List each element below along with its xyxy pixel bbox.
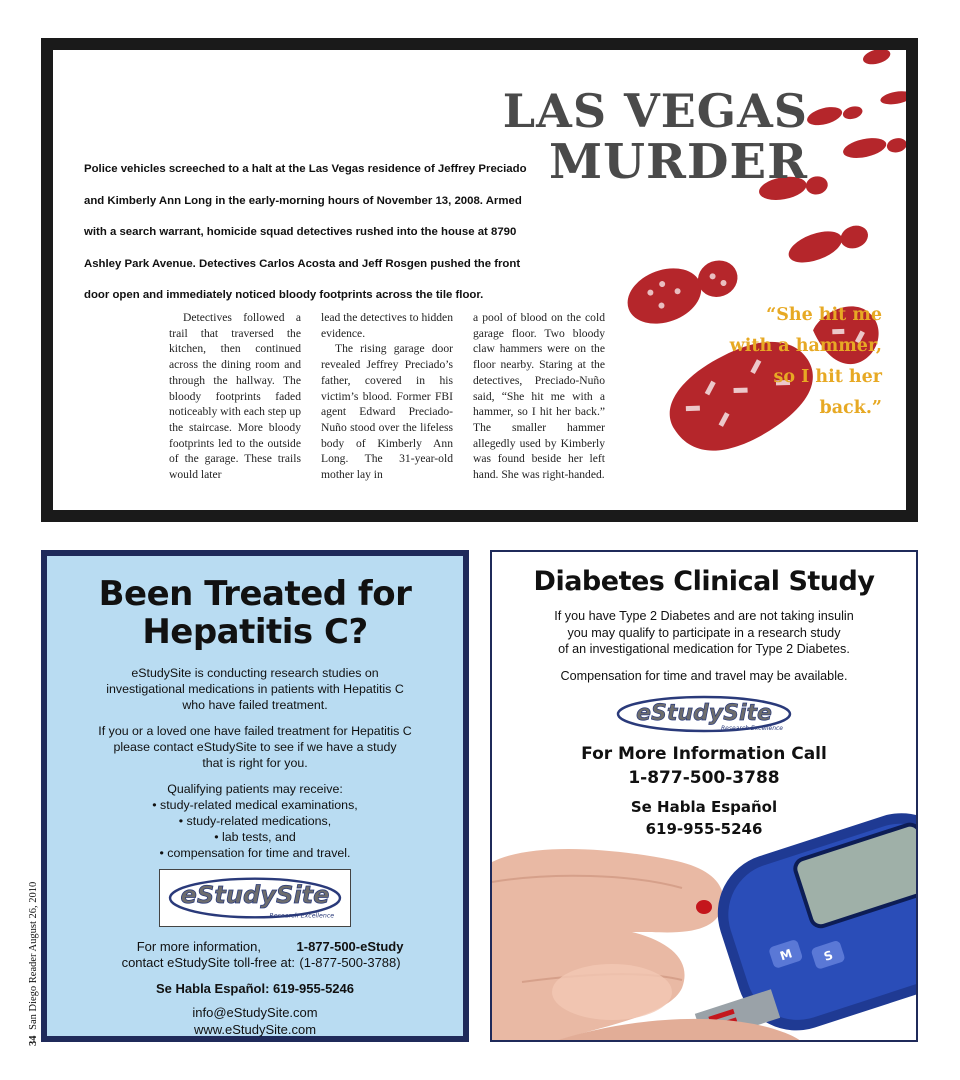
hep-title-line: Hepatitis C? — [142, 612, 368, 652]
pull-quote — [682, 300, 882, 424]
footprint-mark — [841, 131, 908, 164]
list-item: • compensation for time and travel. — [159, 846, 351, 860]
hep-text-line: who have failed treatment. — [182, 698, 328, 712]
diabetes-study-ad — [490, 550, 918, 1042]
footprint-mark — [785, 216, 872, 270]
folio-text — [28, 881, 42, 1046]
lede-line: Police vehicles screeched to a halt at the Las Vegas residence of Jeffrey Preciado — [84, 163, 527, 175]
hep-text-line: For more information, — [136, 939, 261, 954]
hep-intro-paragraph — [47, 665, 463, 713]
lede-line: door open and immediately noticed bloody footprints across the tile floor. — [84, 289, 484, 301]
list-item: • study-related medical examinations, — [152, 798, 358, 812]
hep-contact-block — [47, 939, 463, 973]
page-number: 34 — [28, 1035, 39, 1046]
diab-text-line: you may qualify to participate in a research study — [567, 625, 841, 640]
lede-line: with a search warrant, homicide squad detectives rushed into the house at 8790 — [84, 226, 517, 238]
diabetes-ad-title: Diabetes Clinical Study — [533, 566, 875, 597]
hep-spanish-line: Se Habla Español: 619-955-5246 — [156, 981, 354, 996]
blood-drop — [696, 900, 712, 914]
diabetes-phone: 1-877-500-3788 — [628, 768, 780, 788]
lede-line: Ashley Park Avenue. Detectives Carlos Acosta and Jeff Rosgen pushed the front — [84, 257, 521, 270]
spanish-label: Se Habla Español — [630, 798, 778, 816]
call-label: For More Information Call — [581, 744, 827, 764]
pull-quote-line: “She hit me — [766, 305, 882, 325]
hep-text-line: that is right for you. — [202, 756, 308, 770]
body-column-1 — [169, 310, 301, 483]
footprint-mark — [805, 99, 864, 131]
hep-qualify-list — [47, 781, 463, 861]
pull-quote-line: so I hit her — [773, 367, 882, 387]
hep-ad-title — [47, 575, 463, 651]
estudysite-logo — [613, 692, 795, 736]
logo-wordmark: eStudySite — [180, 880, 330, 909]
list-item: • lab tests, and — [214, 830, 296, 844]
hep-text-line: contact eStudySite toll-free at: — [121, 955, 295, 970]
hep-text-line: Qualifying patients may receive: — [167, 782, 343, 796]
meter-button-s-label: S — [822, 947, 835, 964]
phone-alt: (1-877-500-3788) — [299, 955, 401, 970]
pull-quote-line: with a hammer, — [729, 336, 882, 356]
hep-title-line: Been Treated for — [98, 574, 412, 614]
diabetes-intro-paragraph — [492, 608, 916, 658]
lede-line: and Kimberly Ann Long in the early-morning hours of November 13, 2008. Armed — [84, 194, 522, 207]
hep-text-line: If you or a loved one have failed treatment for Hepatitis C — [98, 724, 412, 738]
logo-wordmark: eStudySite — [636, 701, 772, 726]
hep-text-line: eStudySite is conducting research studies on — [131, 666, 379, 680]
estudysite-logo — [159, 869, 351, 927]
hep-email: info@eStudySite.com — [192, 1005, 318, 1020]
body-paragraph: Detectives followed a trail that traversed the kitchen, then continued across the dining room and through the hallway. The bloody footprints faded noticeably with each step up the staircase. More bloody footprints led to the outside of the garage. These trails would later — [169, 311, 301, 482]
pull-quote-line: back.” — [819, 398, 882, 418]
diab-text-line: If you have Type 2 Diabetes and are not taking insulin — [554, 609, 854, 623]
hep-phone-numbers — [290, 939, 410, 971]
publication-line: San Diego Reader August 26, 2010 — [28, 881, 39, 1030]
hep-website: www.eStudySite.com — [193, 1022, 317, 1037]
more-info-text — [105, 939, 295, 971]
page-folio — [26, 881, 42, 1050]
hep-text-line: please contact eStudySite to see if we have a study — [113, 740, 397, 754]
headline-line-1: LAS VEGAS — [502, 84, 808, 138]
compensation-text: Compensation for time and travel may be available. — [560, 668, 848, 683]
footprint-mark — [879, 89, 913, 106]
body-paragraph: a pool of blood on the cold garage floor. Two bloody claw hammers were on the floor nearby. Staring at the detectives, Preciado-Nuño said, “She hit me with a hammer, so I hit her back.” The smaller hammer allegedly used by Kimberly was found beside her left hand. She was right-handed. — [473, 311, 605, 482]
body-paragraph: The rising garage door revealed Jeffrey Preciado’s father, covered in his victim’s blood. Former FBI agent Edward Preciado-Nuño stood over the lifeless body of Kimberly Ann Long. The 31-year-old mother lay in — [321, 342, 453, 482]
logo-tagline: Research Excellence — [721, 725, 783, 732]
body-column-2 — [321, 310, 453, 483]
diab-text-line: of an investigational medication for Type 2 Diabetes. — [558, 642, 850, 656]
hepatitis-c-ad — [41, 550, 469, 1042]
footprint-mark — [861, 50, 892, 67]
phone-main: 1-877-500-eStudy — [296, 939, 404, 954]
list-item: • study-related medications, — [178, 814, 332, 828]
meter-button-m-label: M — [778, 946, 794, 964]
lede-paragraph — [84, 154, 554, 312]
hep-contact-paragraph — [47, 723, 463, 771]
body-paragraph: lead the detectives to hidden evidence. — [321, 311, 453, 340]
headline-line-2: MURDER — [549, 134, 808, 190]
article-panel — [41, 38, 918, 522]
hep-text-line: investigational medications in patients with Hepatitis C — [106, 682, 404, 696]
spanish-phone: 619-955-5246 — [645, 820, 763, 838]
body-column-3 — [473, 310, 605, 483]
logo-tagline: Research Excellence — [269, 912, 335, 920]
